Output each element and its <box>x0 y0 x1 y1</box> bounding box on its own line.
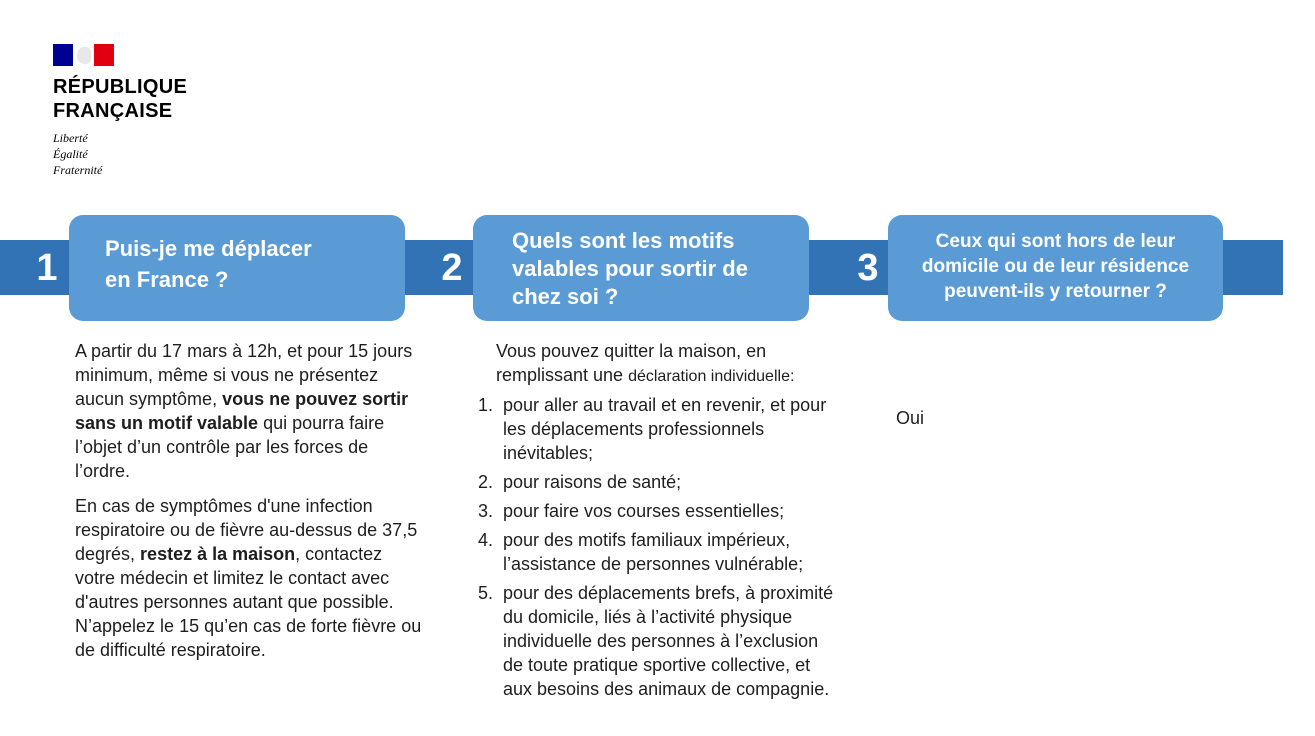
step-1-paragraph-2 <box>75 494 425 662</box>
list-item-text: pour des déplacements brefs, à proximité du domicile, liés à l’activité physique individuelle des personnes à l’exclusion de toute pratique sportive collective, et aux besoins des animaux de compagnie. <box>503 583 834 699</box>
list-item <box>478 528 838 576</box>
step-3-title-line-1: Ceux qui sont hors de leur <box>935 231 1176 252</box>
republic-name <box>53 75 253 123</box>
motto-egalite: Égalité <box>53 147 88 161</box>
list-item-number: 3. <box>478 501 494 521</box>
list-item-number: 4. <box>478 530 494 550</box>
list-item <box>478 393 838 465</box>
list-item-number: 2. <box>478 472 494 492</box>
step-1-title-line-1: Puis-je me déplacer <box>105 236 312 261</box>
list-item-number: 5. <box>478 583 494 603</box>
step-1-title-line-2: en France ? <box>105 267 229 292</box>
step-2-card <box>473 215 809 321</box>
step-3-answer: Oui <box>896 408 925 428</box>
list-item-text: pour des motifs familiaux impérieux, l’assistance de personnes vulnérable; <box>503 530 804 574</box>
p1-text-b: qui pourra faire l’objet d’un contrôle par les forces de l’ordre. <box>75 413 385 481</box>
list-item <box>478 470 838 494</box>
step-2-title-line-1: Quels sont les motifs <box>512 228 735 253</box>
list-item <box>478 499 838 523</box>
step-1-card <box>69 215 405 321</box>
p2-text-b: , contactez votre médecin et limitez le contact avec d'autres personnes autant que possible. N’appelez le 15 qu’en cas de forte fièvre ou de difficulté respiratoire. <box>75 544 422 660</box>
republic-name-line-2: FRANÇAISE <box>53 100 173 122</box>
list-item-text: pour raisons de santé; <box>503 472 682 492</box>
step-number-1: 1 <box>36 247 58 289</box>
motto <box>53 130 173 178</box>
step-1-paragraph-1 <box>75 339 425 483</box>
list-item-text: pour faire vos courses essentielles; <box>503 501 785 521</box>
marianne-flag-icon <box>53 44 114 66</box>
republic-name-line-1: RÉPUBLIQUE <box>53 76 188 98</box>
p1-text-a: A partir du 17 mars à 12h, et pour 15 jours minimum, même si vous ne présentez aucun symptôme, <box>75 341 413 409</box>
list-item-number: 1. <box>478 395 494 415</box>
intro-text: Vous pouvez quitter la maison, en remplissant une <box>496 341 767 385</box>
step-number-3: 3 <box>857 247 879 289</box>
step-number-2: 2 <box>441 247 463 289</box>
motto-fraternite: Fraternité <box>53 163 103 177</box>
step-3-card <box>888 215 1223 321</box>
reasons-list <box>478 393 838 701</box>
list-item <box>478 581 838 701</box>
step-3-title-line-2: domicile ou de leur résidence <box>921 256 1190 277</box>
p2-text-a: En cas de symptômes d'une infection respiratoire ou de fièvre au-dessus de 37,5 degrés, <box>75 496 418 564</box>
step-1-content <box>75 339 425 673</box>
intro-declaration: déclaration individuelle: <box>628 368 795 385</box>
p2-bold: restez à la maison <box>140 544 296 564</box>
step-2-title-line-2: valables pour sortir de <box>512 256 748 281</box>
p1-bold: vous ne pouvez sortir sans un motif valable <box>75 389 409 433</box>
step-2-content <box>478 339 838 706</box>
step-2-title-line-3: chez soi ? <box>512 284 619 309</box>
list-item-text: pour aller au travail et en revenir, et pour les déplacements professionnels inévitables; <box>503 395 827 463</box>
step-3-title-line-3: peuvent-ils y retourner ? <box>944 281 1167 302</box>
motto-liberte: Liberté <box>53 131 88 145</box>
step-2-intro <box>496 339 838 389</box>
